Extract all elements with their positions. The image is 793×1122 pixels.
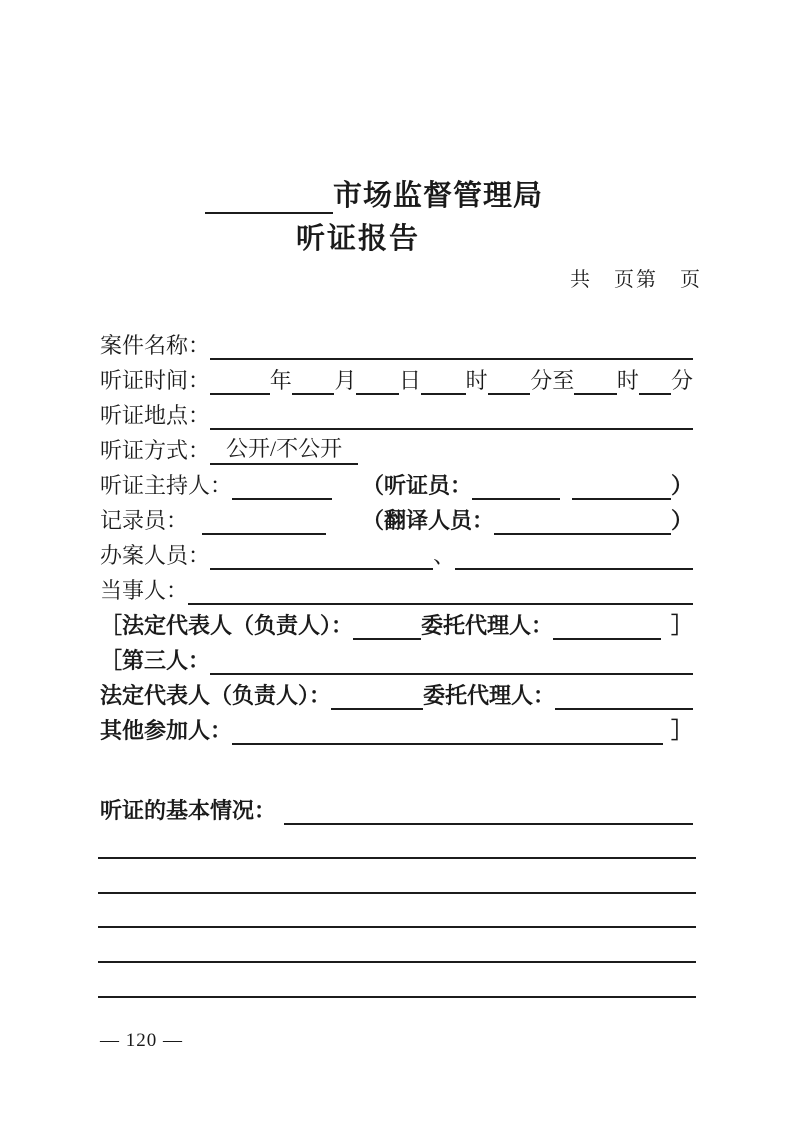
hearing-place-blank (210, 400, 693, 430)
unit-day: 日 (398, 368, 421, 393)
content-blank-line (98, 961, 696, 963)
third-party-blank (210, 645, 693, 675)
other-participants-blank (232, 715, 663, 745)
host-blank (232, 470, 332, 500)
field-row-case-name (100, 330, 693, 360)
year-blank (210, 365, 270, 395)
translator-paren-close: ） (670, 508, 693, 533)
entrusted-agent-label: 委托代理人： (421, 613, 554, 638)
hearing-time-label: 听证时间： (100, 368, 211, 393)
spacer (326, 507, 362, 535)
content-blank-line (98, 926, 696, 928)
hearing-officer-blank-2 (572, 470, 671, 500)
unit-minute-to: 分至 (530, 368, 575, 393)
field-row-recorder (100, 505, 693, 535)
recorder-blank (202, 505, 326, 535)
case-officers-label: 办案人员： (100, 543, 211, 568)
entrusted-agent-2-label: 委托代理人： (423, 683, 556, 708)
unit-end-minute: 分 (671, 368, 694, 393)
bracket-close: ］ (670, 613, 693, 638)
field-row-hearing-mode (100, 435, 693, 465)
pagination-note: 共 页第 页 (570, 269, 702, 291)
bracket-open: ［ (100, 648, 123, 673)
minute-blank (488, 365, 531, 395)
day-blank (356, 365, 399, 395)
unit-month: 月 (334, 368, 357, 393)
content-blank-line (98, 857, 696, 859)
entrusted-agent-2-blank (555, 680, 693, 710)
bracket-close: ］ (670, 718, 693, 743)
hearing-officer-paren-close: ） (670, 473, 693, 498)
party-label: 当事人： (100, 578, 189, 603)
org-title: 市场监督管理局 (333, 180, 544, 212)
field-row-case-officers (100, 540, 693, 570)
org-name-blank-line (205, 178, 333, 214)
spacer (276, 797, 284, 825)
field-row-other-participants (100, 715, 693, 745)
spacer (332, 472, 362, 500)
basic-info-blank (284, 795, 693, 825)
hearing-mode-value: 公开/不公开 (210, 435, 358, 465)
host-label: 听证主持人： (100, 473, 233, 498)
case-name-blank (210, 330, 693, 360)
recorder-label: 记录员： (100, 508, 189, 533)
field-row-legal-rep-2 (100, 680, 693, 710)
field-row-third-party (100, 645, 693, 675)
month-blank (292, 365, 335, 395)
party-blank (188, 575, 693, 605)
case-officer-blank-2 (455, 540, 693, 570)
spacer (663, 717, 671, 745)
translator-label: （翻译人员： (362, 508, 495, 533)
field-row-party (100, 575, 693, 605)
hearing-mode-label: 听证方式： (100, 438, 211, 463)
field-row-basic-info (100, 795, 693, 825)
doc-title: 听证报告 (295, 223, 420, 255)
hour-blank (421, 365, 466, 395)
other-participants-label: 其他参加人： (100, 718, 233, 743)
legal-rep-2-label: 法定代表人（负责人）： (100, 683, 332, 708)
hearing-officer-blank-1 (472, 470, 560, 500)
translator-blank (494, 505, 671, 535)
hearing-officer-label: （听证员： (362, 473, 473, 498)
case-name-label: 案件名称： (100, 333, 211, 358)
spacer (661, 612, 671, 640)
field-row-hearing-time (100, 365, 693, 395)
title-line-1 (205, 172, 543, 214)
content-blank-line (98, 892, 696, 894)
end-hour-blank (574, 365, 617, 395)
basic-info-label: 听证的基本情况： (100, 798, 277, 823)
field-row-host (100, 470, 693, 500)
field-row-hearing-place (100, 400, 693, 430)
unit-end-hour: 时 (616, 368, 639, 393)
legal-rep-blank (353, 610, 421, 640)
unit-year: 年 (269, 368, 292, 393)
content-blank-line (98, 996, 696, 998)
spacer (560, 472, 572, 500)
entrusted-agent-blank (553, 610, 661, 640)
enumeration-comma: 、 (433, 543, 456, 568)
legal-rep-2-blank (331, 680, 423, 710)
page-number: — 120 — (100, 1030, 183, 1051)
case-officer-blank-1 (210, 540, 433, 570)
field-row-legal-rep-bracketed (100, 610, 693, 640)
spacer (188, 507, 202, 535)
legal-rep-label: 法定代表人（负责人）： (122, 613, 354, 638)
bracket-open: ［ (100, 613, 123, 638)
third-party-label: 第三人： (122, 648, 211, 673)
hearing-place-label: 听证地点： (100, 403, 211, 428)
end-minute-blank (639, 365, 671, 395)
unit-hour: 时 (465, 368, 488, 393)
